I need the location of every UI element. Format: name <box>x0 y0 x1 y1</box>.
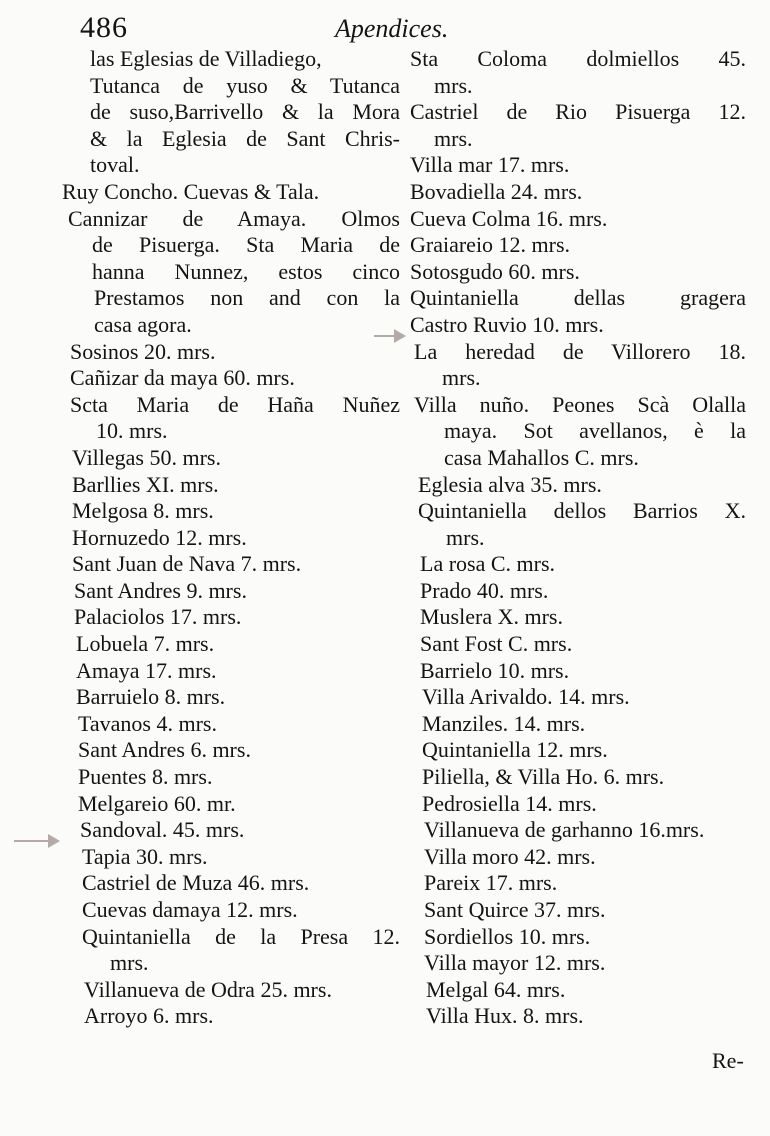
left-marker-arrow-icon <box>14 840 58 842</box>
list-item: Cueva Colma 16. mrs. <box>410 205 608 231</box>
list-item: mrs. <box>434 72 473 98</box>
list-item: Villa nuño. Peones Scà Olalla <box>414 391 746 417</box>
list-item: Eglesia alva 35. mrs. <box>418 471 602 497</box>
list-item: de suso,Barrivello & la Mora <box>90 99 400 125</box>
list-item: Castro Ruvio 10. mrs. <box>410 311 604 337</box>
list-item: Arroyo 6. mrs. <box>84 1003 214 1029</box>
list-item: Sant Fost C. mrs. <box>420 631 573 657</box>
list-item: Prado 40. mrs. <box>420 577 549 603</box>
list-item: mrs. <box>434 125 473 151</box>
list-item: Tapia 30. mrs. <box>82 843 208 869</box>
list-item: Piliella, & Villa Ho. 6. mrs. <box>422 764 665 790</box>
right-marker-arrow-icon <box>374 335 404 337</box>
list-item: Barruielo 8. mrs. <box>76 684 226 710</box>
list-item: Amaya 17. mrs. <box>76 657 217 683</box>
list-item: Villa mayor 12. mrs. <box>424 950 606 976</box>
list-item: las Eglesias de Villadiego, <box>90 46 322 71</box>
list-item: Sandoval. 45. mrs. <box>80 817 245 843</box>
list-item: Barllies XI. mrs. <box>72 471 219 497</box>
list-item: de Pisuerga. Sta Maria de <box>92 232 400 258</box>
list-item: Sant Andres 6. mrs. <box>78 737 251 763</box>
list-item: casa agora. <box>94 311 192 337</box>
list-item: Melgosa 8. mrs. <box>72 498 214 524</box>
list-item: toval. <box>90 152 140 178</box>
list-item: Villa mar 17. mrs. <box>410 152 570 178</box>
list-item: Muslera X. mrs. <box>420 604 563 630</box>
list-item: Villanueva de Odra 25. mrs. <box>84 976 332 1002</box>
list-item: Sotosgudo 60. mrs. <box>410 258 580 284</box>
list-item: Sordiellos 10. mrs. <box>424 923 591 949</box>
list-item: Sant Juan de Nava 7. mrs. <box>72 551 302 577</box>
list-item: Villanueva de garhanno 16.mrs. <box>424 817 705 843</box>
list-item: Villegas 50. mrs. <box>72 444 221 470</box>
catchword: Re- <box>712 1048 744 1073</box>
list-item: Prestamos non and con la <box>94 285 400 311</box>
list-item: Villa Hux. 8. mrs. <box>426 1003 584 1029</box>
list-item: Melgareio 60. mr. <box>78 790 236 816</box>
list-item: hanna Nunnez, estos cinco <box>92 258 400 284</box>
list-item: Sosinos 20. mrs. <box>70 338 216 364</box>
right-column <box>410 46 746 1030</box>
list-item: Palaciolos 17. mrs. <box>74 604 242 630</box>
list-item: Graiareio 12. mrs. <box>410 232 571 258</box>
list-item: Cannizar de Amaya. Olmos <box>68 205 400 231</box>
list-item: Hornuzedo 12. mrs. <box>72 524 247 550</box>
page-number: 486 <box>80 11 128 44</box>
list-item: Castriel de Rio Pisuerga 12. <box>410 99 746 125</box>
list-item: La rosa C. mrs. <box>420 551 556 577</box>
list-item: Villa Arivaldo. 14. mrs. <box>422 684 630 710</box>
list-item: Tutanca de yuso & Tutanca <box>90 72 400 98</box>
list-item: Manziles. 14. mrs. <box>422 710 586 736</box>
list-item: mrs. <box>110 950 149 976</box>
list-item: & la Eglesia de Sant Chris- <box>90 125 400 151</box>
list-item: Puentes 8. mrs. <box>78 764 213 790</box>
list-item: Quintaniella 12. mrs. <box>422 737 608 763</box>
list-item: Villa moro 42. mrs. <box>424 843 596 869</box>
list-item: Melgal 64. mrs. <box>426 976 566 1002</box>
list-item: 10. mrs. <box>96 418 168 444</box>
list-item: Cuevas damaya 12. mrs. <box>82 897 298 922</box>
list-item: casa Mahallos C. mrs. <box>444 444 639 470</box>
list-item: Sant Andres 9. mrs. <box>74 577 247 603</box>
list-item: Sant Quirce 37. mrs. <box>424 897 606 922</box>
list-item: maya. Sot avellanos, è la <box>444 418 746 444</box>
left-column <box>62 46 400 1030</box>
list-item: Pedrosiella 14. mrs. <box>422 790 597 816</box>
list-item: mrs. <box>442 365 481 391</box>
list-item: mrs. <box>446 524 485 550</box>
list-item: Quintaniella de la Presa 12. <box>82 923 400 949</box>
list-item: Bovadiella 24. mrs. <box>410 178 583 204</box>
list-item: Tavanos 4. mrs. <box>78 710 217 736</box>
list-item: Quintaniella dellos Barrios X. <box>418 498 746 524</box>
list-item: Quintaniella dellas gragera <box>410 285 746 311</box>
running-head: Apendices. <box>335 14 449 43</box>
list-item: La heredad de Villorero 18. <box>414 338 746 364</box>
list-item: Scta Maria de Haña Nuñez <box>70 391 400 417</box>
list-item: Cañizar da maya 60. mrs. <box>70 365 295 391</box>
list-item: Ruy Concho. Cuevas & Tala. <box>62 178 320 204</box>
list-item: Pareix 17. mrs. <box>424 870 558 896</box>
list-item: Lobuela 7. mrs. <box>76 631 215 657</box>
list-item: Barrielo 10. mrs. <box>420 657 570 683</box>
list-item: Castriel de Muza 46. mrs. <box>82 870 310 896</box>
list-item: Sta Coloma dolmiellos 45. <box>410 46 746 71</box>
